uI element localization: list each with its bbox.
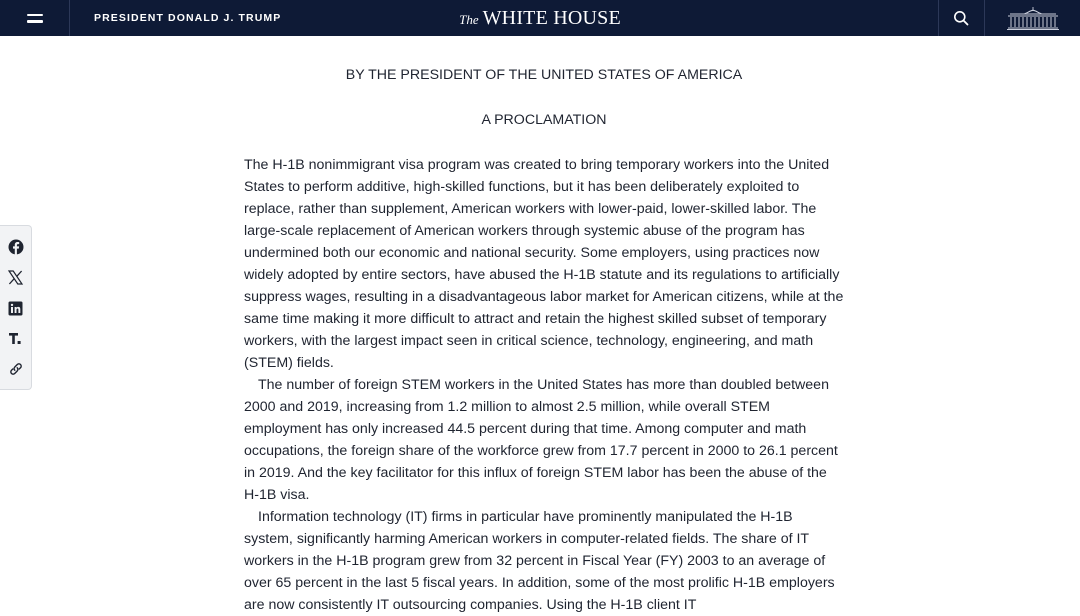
copy-link-button[interactable] xyxy=(4,357,28,381)
body-paragraph: Information technology (IT) firms in particular have prominently manipulated the H-1B system, significantly harming American workers in computer-related fields. The share of IT workers in the H-1B program grew from 32 percent in Fiscal Year (FY) 2003 to an average of over 65 percent in the last 5 fiscal years. In addition, some of the most prolific H-1B employers are now consistently IT outsourcing companies. Using the H-1B client IT xyxy=(244,509,835,613)
logo-main: WHITE HOUSE xyxy=(482,6,621,29)
search-icon xyxy=(953,10,969,26)
site-header xyxy=(0,0,1080,36)
truth-social-icon xyxy=(8,331,23,346)
search-button[interactable] xyxy=(938,0,983,36)
white-house-home-button[interactable] xyxy=(984,0,1080,36)
x-icon xyxy=(8,270,23,285)
hamburger-menu-icon xyxy=(27,14,43,23)
white-house-building-icon xyxy=(1006,6,1060,30)
president-link[interactable]: PRESIDENT DONALD J. TRUMP xyxy=(94,12,282,24)
link-icon xyxy=(8,361,24,377)
proclamation-body xyxy=(244,64,844,616)
share-x-button[interactable] xyxy=(4,266,28,290)
body-paragraph: The number of foreign STEM workers in the United States has more than doubled between 2000 and 2019, increasing from 1.2 million to almost 2.5 million, while overall STEM employment has only increased 44.5 percent during that time. Among computer and math occupations, the foreign share of the workforce grew from 17.7 percent in 2000 to 26.1 percent in 2019. And the key facilitator for this influx of foreign STEM labor has been the abuse of the H-1B visa. xyxy=(244,377,838,503)
facebook-icon xyxy=(8,239,24,255)
logo-the: The xyxy=(459,11,479,27)
proclamation-heading-title: A PROCLAMATION xyxy=(481,112,607,128)
white-house-logo[interactable] xyxy=(459,7,621,30)
linkedin-icon xyxy=(8,301,23,316)
menu-button[interactable] xyxy=(0,0,70,36)
body-paragraph: The H-1B nonimmigrant visa program was created to bring temporary workers into the United States to perform additive, high-skilled functions, but it has been deliberately exploited to replace, rather than supplement, American workers with lower-paid, lower-skilled labor. The large-scale replacement of American workers through systemic abuse of the program has undermined both our economic and national security. Some employers, using practices now widely adopted by entire sectors, have abused the H-1B statute and its regulations to artificially suppress wages, resulting in a disadvantageous labor market for American citizens, while at the same time making it more difficult to attract and retain the highest skilled subset of temporary workers, with the largest impact seen in critical science, technology, engineering, and math (STEM) fields. xyxy=(244,157,844,371)
share-rail xyxy=(0,225,32,390)
proclamation-heading-president: BY THE PRESIDENT OF THE UNITED STATES OF AMERICA xyxy=(345,67,743,83)
share-truth-social-button[interactable] xyxy=(4,327,28,351)
share-facebook-button[interactable] xyxy=(4,235,28,259)
share-linkedin-button[interactable] xyxy=(4,296,28,320)
